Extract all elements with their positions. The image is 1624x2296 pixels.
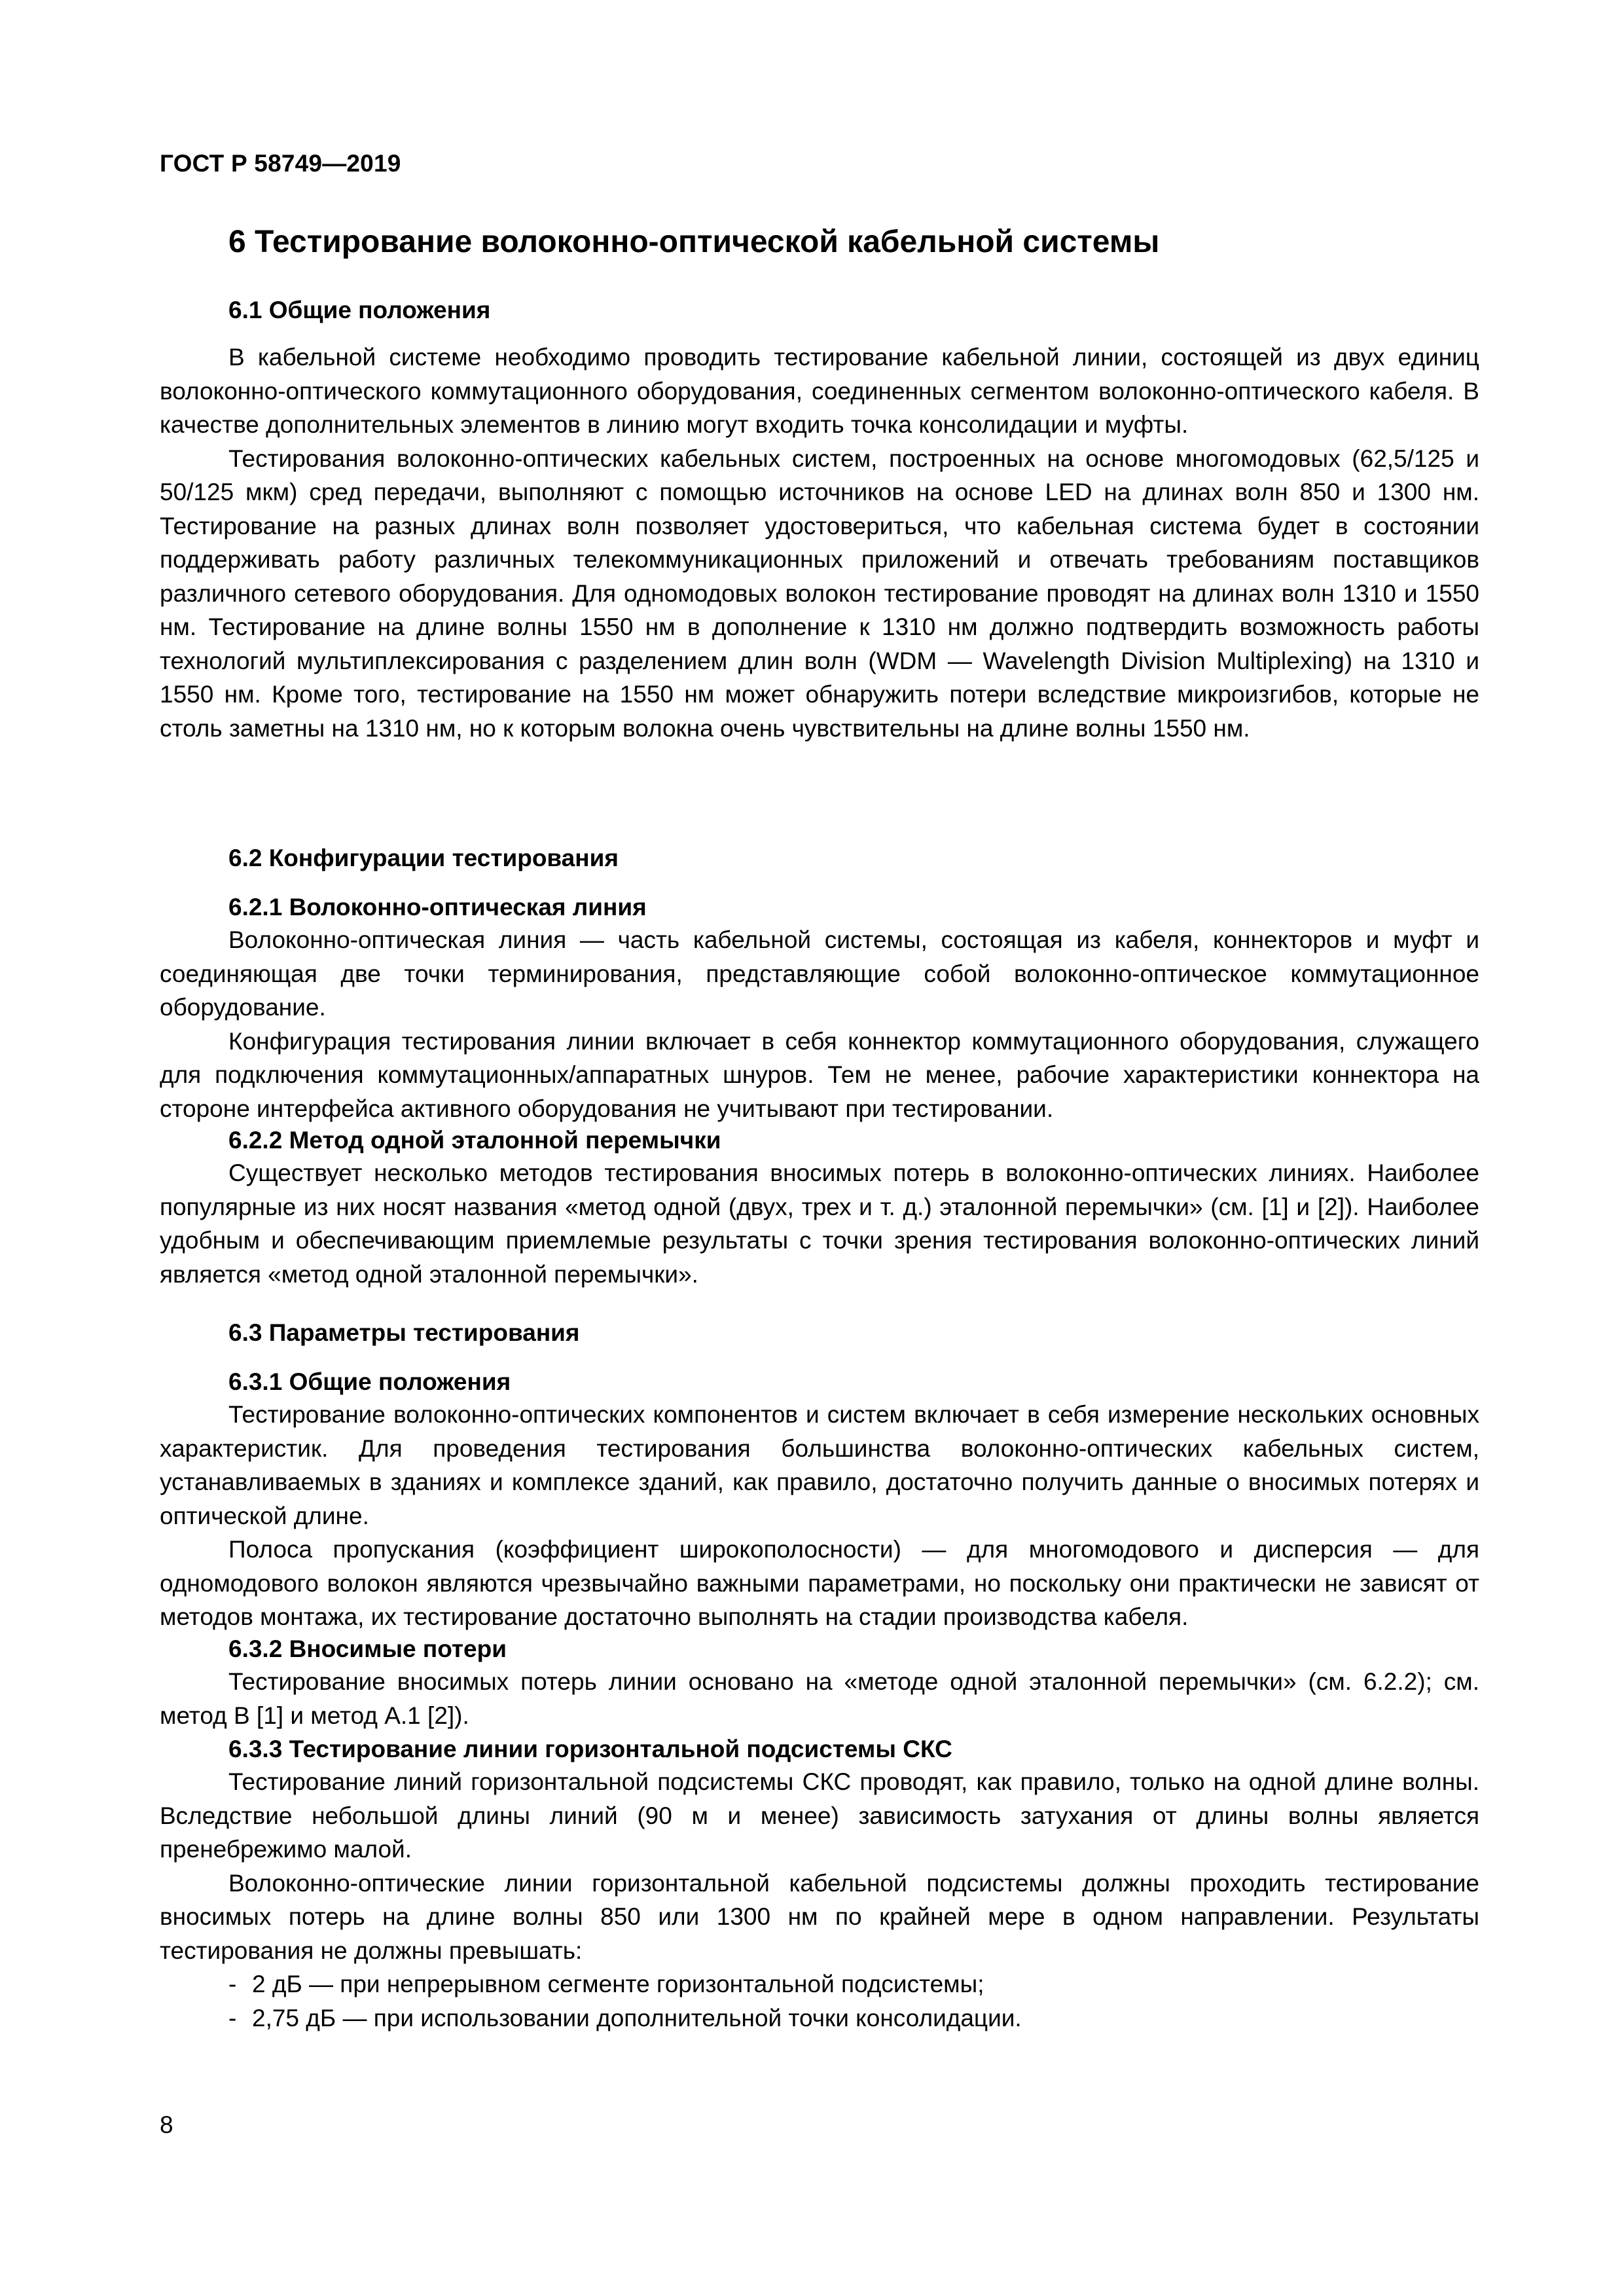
section-6-2-1-body xyxy=(160,923,1479,1125)
heading-6-1: 6.1 Общие положения xyxy=(228,297,491,323)
heading-6-3-2: 6.3.2 Вносимые потери xyxy=(228,1635,507,1662)
list-item-text: 2 дБ — при непрерывном сегменте горизонтальной подсистемы; xyxy=(252,1971,984,1997)
paragraph: Тестирование волоконно-оптических компонентов и систем включает в себя измерение нескольких основных характеристик. Для проведения тестирования большинства волоконно-оптических кабельных систем, устанавливаемых в зданиях и комплексе зданий, как правило, достаточно получить данные о вносимых потерях и оптической длине. xyxy=(160,1401,1479,1529)
heading-6-2-1: 6.2.1 Волоконно-оптическая линия xyxy=(228,894,647,920)
list-item xyxy=(228,1967,1472,2001)
section-6-3-2-body xyxy=(160,1665,1479,1732)
section-6-2-2-body xyxy=(160,1156,1479,1291)
heading-6-3-3: 6.3.3 Тестирование линии горизонтальной подсистемы СКС xyxy=(228,1736,952,1762)
paragraph: Волоконно-оптические линии горизонтальной кабельной подсистемы должны проходить тестирование вносимых потерь на длине волны 850 или 1300 нм по крайней мере в одном направлении. Результаты тестирования не должны превышать: xyxy=(160,1869,1479,1964)
section-6-3-3-body xyxy=(160,1765,1479,1967)
document-code: ГОСТ Р 58749—2019 xyxy=(160,150,401,177)
paragraph: Волоконно-оптическая линия — часть кабельной системы, состоящая из кабеля, коннекторов и муфт и соединяющая две точки терминирования, представляющие собой волоконно-оптическое коммутационное оборудование. xyxy=(160,926,1479,1021)
list-dash: - xyxy=(228,2004,237,2032)
heading-6-2: 6.2 Конфигурации тестирования xyxy=(228,845,619,871)
heading-6-3-1: 6.3.1 Общие положения xyxy=(228,1368,511,1395)
limits-list xyxy=(228,1967,1472,2035)
heading-6-3: 6.3 Параметры тестирования xyxy=(228,1319,580,1346)
paragraph: Существует несколько методов тестирования вносимых потерь в волоконно-оптических линиях. Наиболее популярные из них носят названия «метод одной (двух, трех и т. д.) эталонной перемычки» (см. [1] и [2]). Наиболее удобным и обеспечивающим приемлемые результаты с точки зрения тестирования волоконно-оптических линий является «метод одной эталонной перемычки». xyxy=(160,1159,1479,1288)
paragraph: Тестирование вносимых потерь линии основано на «методе одной эталонной перемычки» (см. 6.2.2); см. метод В [1] и метод А.1 [2]). xyxy=(160,1668,1479,1729)
paragraph: В кабельной системе необходимо проводить тестирование кабельной линии, состоящей из двух единиц волоконно-оптического коммутационного оборудования, соединенных сегментом волоконно-оптического кабеля. В качестве дополнительных элементов в линию могут входить точка консолидации и муфты. xyxy=(160,344,1479,438)
paragraph: Тестирования волоконно-оптических кабельных систем, построенных на основе многомодовых (62,5/125 и 50/125 мкм) сред передачи, выполняют с помощью источников на основе LED на длинах волн 850 и 1300 нм. Тестирование на разных длинах волн позволяет удостовериться, что кабельная система будет в состоянии поддерживать работу различных телекоммуникационных приложений и отвечать требованиям поставщиков различного сетевого оборудования. Для одномодовых волокон тестирование проводят на длинах волн 1310 и 1550 нм. Тестирование на длине волны 1550 нм в дополнение к 1310 нм должно подтвердить возможность работы технологий мультиплексирования с разделением длин волн (WDM — Wavelength Division Multiplexing) на 1310 и 1550 нм. Кроме того, тестирование на 1550 нм может обнаружить потери вследствие микроизгибов, которые не столь заметны на 1310 нм, но к которым волокна очень чувствительны на длине волны 1550 нм. xyxy=(160,445,1479,742)
section-6-1-body xyxy=(160,340,1479,745)
list-dash: - xyxy=(228,1971,237,1997)
paragraph: Тестирование линий горизонтальной подсистемы СКС проводят, как правило, только на одной длине волны. Вследствие небольшой длины линий (90 м и менее) зависимость затухания от длины волны является пренебрежимо малой. xyxy=(160,1768,1479,1863)
list-item-text: 2,75 дБ — при использовании дополнительной точки консолидации. xyxy=(252,2004,1022,2032)
section-title: 6 Тестирование волоконно-оптической кабельной системы xyxy=(228,225,1160,259)
heading-6-2-2: 6.2.2 Метод одной эталонной перемычки xyxy=(228,1127,721,1154)
section-6-3-1-body xyxy=(160,1398,1479,1634)
list-item xyxy=(228,2001,1472,2035)
page-number: 8 xyxy=(160,2111,173,2138)
paragraph: Конфигурация тестирования линии включает в себя коннектор коммутационного оборудования, служащего для подключения коммутационных/аппаратных шнуров. Тем не менее, рабочие характеристики коннектора на стороне интерфейса активного оборудования не учитывают при тестировании. xyxy=(160,1027,1479,1122)
paragraph: Полоса пропускания (коэффициент широкополосности) — для многомодового и дисперсия — для одномодового волокон являются чрезвычайно важными параметрами, но поскольку они практически не зависят от методов монтажа, их тестирование достаточно выполнять на стадии производства кабеля. xyxy=(160,1536,1479,1630)
